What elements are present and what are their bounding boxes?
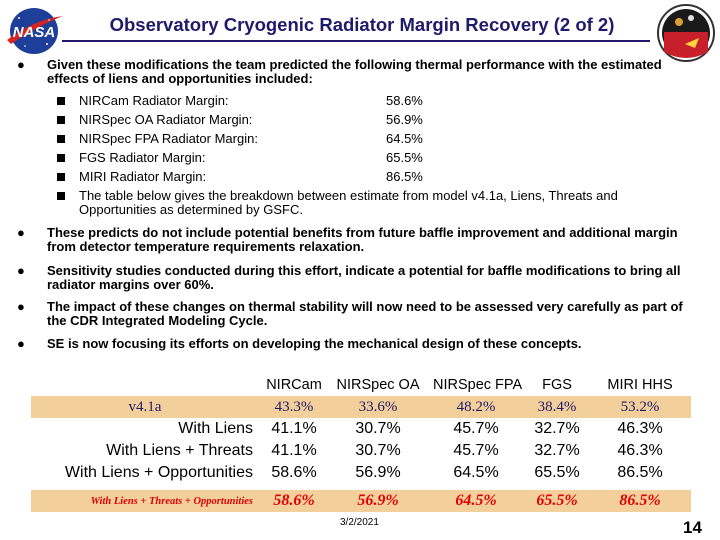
- table-header-row: [31, 374, 691, 396]
- row-label: With Liens + Opportunities: [31, 462, 259, 484]
- page-number: 14: [683, 518, 702, 537]
- column-header: NIRSpec OA: [329, 374, 427, 396]
- sub-item-label: NIRCam Radiator Margin:: [79, 93, 229, 108]
- bullet-marker: ●: [17, 299, 25, 314]
- sub-item-value: 64.5%: [386, 131, 423, 146]
- sub-item: [79, 151, 679, 165]
- sub-item-value: 58.6%: [386, 93, 423, 108]
- sub-item-value: 56.9%: [386, 112, 423, 127]
- table-cell: 41.1%: [259, 440, 329, 462]
- footer-date: 3/2/2021: [340, 517, 379, 528]
- sub-item-label: NIRSpec FPA Radiator Margin:: [79, 131, 258, 146]
- bullet-marker: ●: [17, 263, 25, 278]
- table-cell: 45.7%: [427, 440, 525, 462]
- table-cell: 56.9%: [329, 462, 427, 484]
- row-label: With Liens + Threats + Opportunities: [31, 490, 259, 512]
- table-row: [31, 440, 691, 462]
- bullet-text: Sensitivity studies conducted during this effort, indicate a potential for baffle modifications to bring all radiator margins over 60%.: [47, 263, 681, 292]
- bullet-2: [17, 225, 687, 254]
- sub-item: [79, 113, 679, 127]
- table-cell: 32.7%: [525, 440, 589, 462]
- column-header: NIRCam: [259, 374, 329, 396]
- square-bullet-icon: [57, 173, 65, 181]
- table-cell: 41.1%: [259, 418, 329, 440]
- bullet-text: These predicts do not include potential benefits from future baffle improvement and additional margin from detector temperature requirements relaxation.: [47, 225, 678, 254]
- table-cell: 58.6%: [259, 490, 329, 512]
- nasa-logo: [3, 6, 65, 56]
- table-cell: 38.4%: [525, 396, 589, 418]
- table-cell: 64.5%: [427, 462, 525, 484]
- table-cell: 33.6%: [329, 396, 427, 418]
- column-header: FGS: [525, 374, 589, 396]
- square-bullet-icon: [57, 116, 65, 124]
- table-cell: 48.2%: [427, 396, 525, 418]
- table-cell: 30.7%: [329, 418, 427, 440]
- bullet-marker: ●: [17, 225, 25, 240]
- table-row: [31, 462, 691, 484]
- table-row: [31, 396, 691, 418]
- table-cell: 56.9%: [329, 490, 427, 512]
- square-bullet-icon: [57, 192, 65, 200]
- page-title: Observatory Cryogenic Radiator Margin Recovery (2 of 2): [109, 14, 615, 35]
- table-cell: 86.5%: [589, 462, 691, 484]
- svg-text:NASA: NASA: [12, 24, 56, 41]
- sub-item: [79, 132, 679, 146]
- square-bullet-icon: [57, 97, 65, 105]
- bullet-marker: ●: [17, 336, 25, 351]
- square-bullet-icon: [57, 154, 65, 162]
- table-cell: 64.5%: [427, 490, 525, 512]
- sub-item-label: NIRSpec OA Radiator Margin:: [79, 112, 253, 127]
- bullet-4: [17, 299, 687, 328]
- sub-item: [79, 170, 679, 184]
- bullet-marker: ●: [17, 57, 25, 72]
- sub-item: [79, 94, 679, 108]
- row-label: v4.1a: [31, 396, 259, 418]
- sub-item-value: 86.5%: [386, 169, 423, 184]
- title-divider: [62, 40, 650, 42]
- table-cell: 65.5%: [525, 462, 589, 484]
- sub-item-value: 65.5%: [386, 150, 423, 165]
- table-cell: 65.5%: [525, 490, 589, 512]
- table-row: [31, 490, 691, 512]
- table-cell: 86.5%: [589, 490, 691, 512]
- bullet-text: Given these modifications the team predicted the following thermal performance with the estimated effects of liens and opportunities included:: [47, 57, 662, 86]
- table-row: [31, 418, 691, 440]
- bullet-text: SE is now focusing its efforts on developing the mechanical design of these concepts.: [47, 336, 582, 351]
- sub-item: [79, 189, 669, 217]
- sub-item-label: MIRI Radiator Margin:: [79, 169, 207, 184]
- margin-table: [31, 374, 691, 512]
- bullet-text: The impact of these changes on thermal stability will now need to be assessed very carefully as part of the CDR Integrated Modeling Cycle.: [47, 299, 683, 328]
- table-cell: 32.7%: [525, 418, 589, 440]
- row-label: With Liens: [31, 418, 259, 440]
- table-cell: 30.7%: [329, 440, 427, 462]
- square-bullet-icon: [57, 135, 65, 143]
- table-header-blank: [31, 374, 259, 396]
- table-cell: 45.7%: [427, 418, 525, 440]
- bullet-5: [17, 336, 687, 351]
- table-cell: 46.3%: [589, 440, 691, 462]
- table-cell: 46.3%: [589, 418, 691, 440]
- sub-item-label: The table below gives the breakdown between estimate from model v4.1a, Liens, Threats and Opportunities as determined by GSFC.: [79, 188, 618, 217]
- bullet-3: [17, 263, 687, 292]
- table-cell: 53.2%: [589, 396, 691, 418]
- column-header: MIRI HHS: [589, 374, 691, 396]
- bullet-1: [17, 57, 667, 86]
- column-header: NIRSpec FPA: [427, 374, 525, 396]
- table-cell: 58.6%: [259, 462, 329, 484]
- sub-item-label: FGS Radiator Margin:: [79, 150, 206, 165]
- table-cell: 43.3%: [259, 396, 329, 418]
- row-label: With Liens + Threats: [31, 440, 259, 462]
